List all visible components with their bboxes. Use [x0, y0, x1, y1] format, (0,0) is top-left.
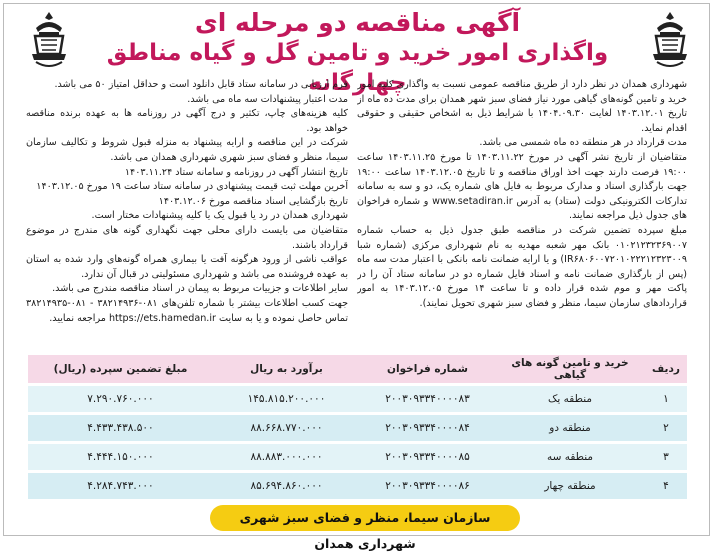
col-header-region: خرید و تامین گونه های گیاهی [495, 355, 645, 386]
hamedan-emblem-icon [647, 10, 693, 72]
title-line-1: آگهی مناقصه دو مرحله ای [194, 8, 521, 37]
cell-estimate: ۱۴۵.۸۱۵.۲۰۰.۰۰۰ [213, 386, 360, 415]
paragraph-details: سایر اطلاعات و جزییات مربوط به پیمان در اسناد مناقصه مندرج می باشد. [52, 283, 348, 295]
cell-guarantee: ۴.۴۴۴.۱۵۰.۰۰۰ [28, 444, 213, 473]
paragraph-acceptance: شرکت در این مناقصه و ارایه پیشنهاد به منزله قبول شروط و تکالیف سازمان سیما، منظر و فضای سبز شهری شهرداری همدان می باشد. [26, 137, 348, 163]
title-line-2: واگذاری امور خرید و تامین گل و گیاه مناطق چهارگانه [106, 40, 609, 96]
cell-estimate: ۸۸.۸۸۳.۰۰۰.۰۰۰ [213, 444, 360, 473]
cell-region: منطقه دو [495, 415, 645, 444]
paragraph-intro: شهرداری همدان در نظر دارد از طریق مناقصه عمومی نسبت به واگذاری کلیه امور خرید و تامین گونه‌های گیاهی مورد نیاز فضای سبز شهر همدان برای مدت ده ماه از تاریخ ۱۴۰۳.۱۲.۰۱ لغایت ۱۴۰۴.۰۹.۳۰ با شرایط ذیل به اشخاص حقیقی و حقوقی اقدام نماید. [357, 79, 687, 134]
cell-estimate: ۸۸.۶۶۸.۷۷۰.۰۰۰ [213, 415, 360, 444]
paragraph-validity: مدت اعتبار پیشنهادات سه ماه می باشد. [187, 93, 348, 105]
notice-body [26, 78, 687, 348]
table-header-row [28, 355, 687, 386]
hamedan-emblem-icon [26, 10, 72, 72]
cell-call-number: ۲۰۰۳۰۹۳۳۴۰۰۰۰۸۳ [360, 386, 495, 415]
paragraph-rights: شهرداری همدان در رد یا قبول یک یا کلیه پیشنهادات مختار است. [91, 210, 348, 222]
paragraph-storage: متقاضیان می بایست دارای محلی جهت نگهداری گونه های مندرج در موضوع قرارداد باشند. [26, 224, 348, 251]
paragraph-contact: جهت کسب اطلاعات بیشتر با شماره تلفن‌های ۰۸۱-۳۸۲۱۴۹۳۶ - ۰۸۱-۳۸۲۱۴۹۳۵ تماس حاصل نموده و یا به سایت https://ets.hamedan.ir مراجعه نمایید. [26, 297, 348, 324]
cell-row-number: ۳ [645, 444, 687, 473]
tender-table [28, 355, 687, 491]
table-row [28, 444, 687, 473]
body-column-left [26, 78, 348, 348]
col-header-row: ردیف [645, 355, 687, 386]
paragraph-deadlines: متقاضیان از تاریخ نشر آگهی در مورخ ۱۴۰۳.۱۱.۲۲ تا مورخ ۱۴۰۳.۱۱.۲۵ ساعت ۱۹:۰۰ فرصت دارند جهت اخذ اوراق مناقصه و تا تاریخ ۱۴۰۳.۱۲.۰۵ ساعت ۱۹:۰۰ جهت بارگذاری اسناد و مدارک مربوط به فایل های شماره یک، دو و سه به سامانه تدارکات الکترونیکی دولت (ستاد) به آدرس www.setadiran.ir و شماره فراخوان های جدول ذیل مراجعه نمایند. [357, 151, 687, 222]
col-header-guarantee: مبلغ تضمین سپرده (ریال) [28, 355, 213, 386]
cell-guarantee: ۴.۴۳۳.۴۳۸.۵۰۰ [28, 415, 213, 444]
cell-call-number: ۲۰۰۳۰۹۳۳۴۰۰۰۰۸۶ [360, 473, 495, 502]
table-row [28, 415, 687, 444]
paragraph-pests: عواقب ناشی از ورود هرگونه آفت یا بیماری همراه گونه‌های وارد شده به استان به عهده فروشنده می باشد و شهرداری مسئولیتی در قبال آن ندارد. [26, 254, 348, 280]
footer-organization: سازمان سیما، منظر و فضای سبز شهری شهرداری همدان [210, 505, 520, 531]
table-row [28, 386, 687, 415]
cell-estimate: ۸۵.۶۹۴.۸۶۰.۰۰۰ [213, 473, 360, 502]
cell-row-number: ۴ [645, 473, 687, 502]
paragraph-costs: کلیه هزینه‌های چاپ، تکثیر و درج آگهی در روزنامه ها به عهده برنده مناقصه خواهد بود. [26, 108, 348, 134]
col-header-estimate: برآورد به ریال [213, 355, 360, 386]
cell-guarantee: ۷.۲۹۰.۷۶۰.۰۰۰ [28, 386, 213, 415]
paragraph-duration: مدت قرارداد در هر منطقه ده ماه شمسی می باشد. [479, 137, 687, 149]
paragraph-publish-date: تاریخ انتشار آگهی در روزنامه و سامانه ستاد ۱۴۰۳.۱۱.۲۴ [124, 166, 348, 178]
cell-row-number: ۱ [645, 386, 687, 415]
cell-region: منطقه سه [495, 444, 645, 473]
paragraph-guarantee: مبلغ سپرده تضمین شرکت در مناقصه طبق جدول ذیل به حساب شماره ۰۱۰۲۱۲۳۲۳۶۹۰۰۷ بانک مهر شعبه مهدیه به نام شهرداری مرکزی (شماره شبا IR۶۸۰۶۰۰۷۲۰۱۰۲۲۲۱۲۳۲۳۰۰۹) و یا ارایه ضمانت نامه بانکی با اعتبار مدت سه ماه (پس از بارگذاری ضمانت نامه و اسناد فایل شماره دو در سامانه ستاد آن را در پاکت مهر و موم شده قرار داده و تا ساعت ۱۴ مورخ ۱۴۰۳.۱۲.۰۵ به امور قراردادهای سازمان سیما، منظر و فضای سبز شهری تحویل نمایند). [357, 224, 687, 309]
body-column-right [357, 78, 687, 348]
cell-region: منطقه یک [495, 386, 645, 415]
cell-row-number: ۲ [645, 415, 687, 444]
cell-call-number: ۲۰۰۳۰۹۳۳۴۰۰۰۰۸۵ [360, 444, 495, 473]
table-row [28, 473, 687, 502]
col-header-call-number: شماره فراخوان [360, 355, 495, 386]
cell-call-number: ۲۰۰۳۰۹۳۳۴۰۰۰۰۸۴ [360, 415, 495, 444]
paragraph-opening-date: تاریخ بازگشایی اسناد مناقصه مورخ ۱۴۰۳.۱۲.۰۶ [158, 195, 348, 207]
paragraph-evaluation: فرم ارزیابی در سامانه ستاد قابل دانلود است و حداقل امتیاز ۵۰ می باشد. [54, 79, 348, 90]
cell-region: منطقه چهار [495, 473, 645, 502]
paragraph-bid-deadline: آخرین مهلت ثبت قیمت پیشنهادی در سامانه ستاد ساعت ۱۹ مورخ ۱۴۰۳.۱۲.۰۵ [36, 181, 348, 193]
cell-guarantee: ۴.۲۸۴.۷۴۳.۰۰۰ [28, 473, 213, 502]
